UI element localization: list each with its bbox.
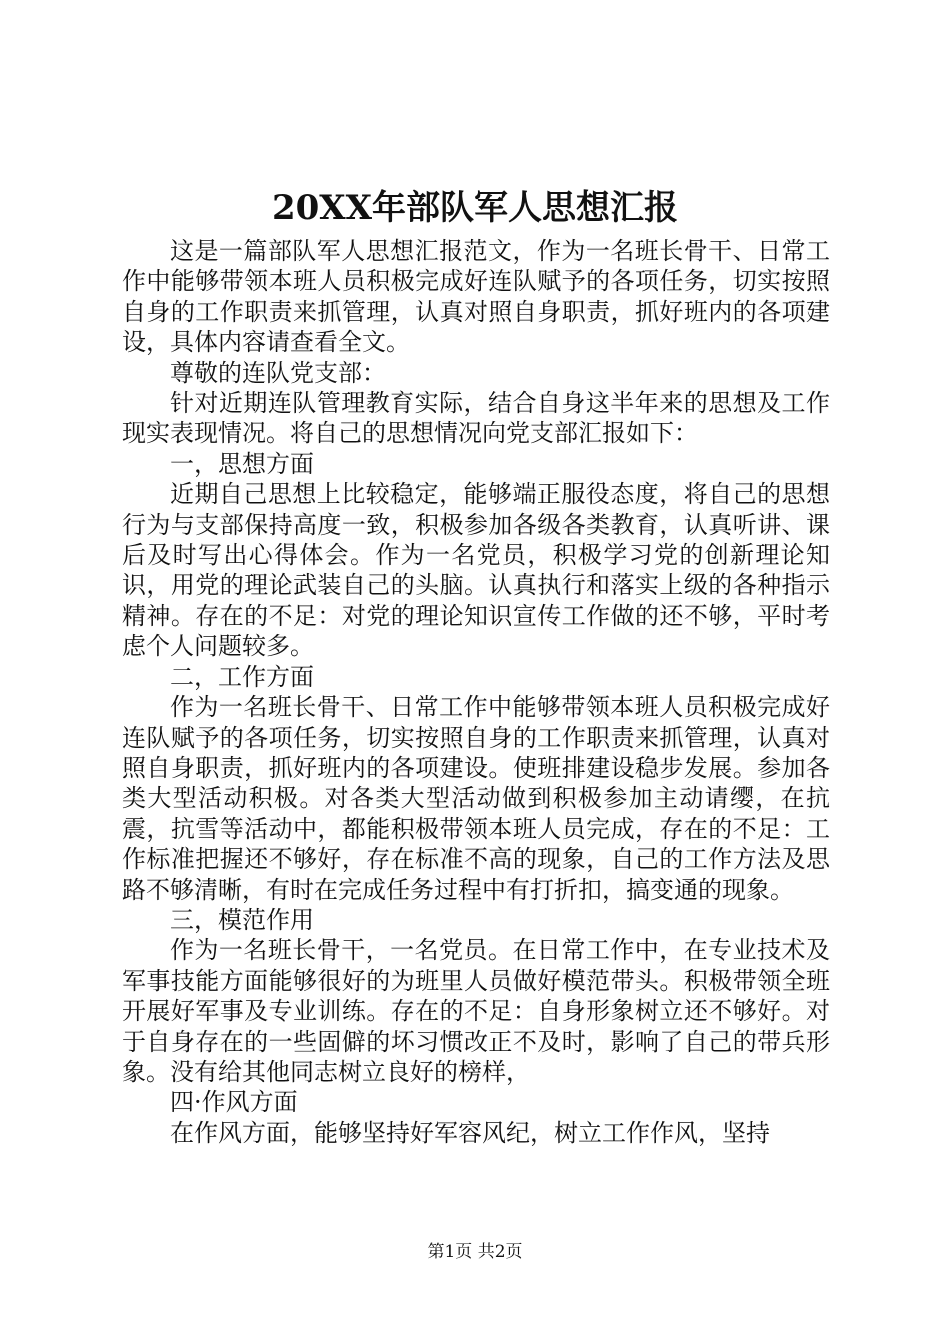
document-body	[122, 236, 830, 1148]
section-paragraph: 近期自己思想上比较稳定，能够端正服役态度，将自己的思想行为与支部保持高度一致，积极参加各级各类教育，认真听讲、课后及时写出心得体会。作为一名党员，积极学习党的创新理论知识，用党的理论武装自己的头脑。认真执行和落实上级的各种指示精神。存在的不足：对党的理论知识宣传工作做的还不够，平时考虑个人问题较多。	[122, 480, 830, 661]
section-paragraph: 作为一名班长骨干、日常工作中能够带领本班人员积极完成好连队赋予的各项任务，切实按照自身的工作职责来抓管理，认真对照自身职责，抓好班内的各项建设。使班排建设稳步发展。参加各类大型活动积极。对各类大型活动做到积极参加主动请缨，在抗震，抗雪等活动中，都能积极带领本班人员完成，存在的不足：工作标准把握还不够好，存在标准不高的现象，自己的工作方法及思路不够清晰，有时在完成任务过程中有打折扣，搞变通的现象。	[122, 693, 830, 904]
section-heading: 二，工作方面	[170, 662, 314, 691]
opening-paragraph: 针对近期连队管理教育实际，结合自身这半年来的思想及工作现实表现情况。将自己的思想情况向党支部汇报如下：	[122, 389, 830, 448]
section-heading: 一，思想方面	[170, 449, 314, 478]
section-heading: 三，模范作用	[170, 905, 314, 934]
section-heading: 四·作风方面	[170, 1088, 298, 1117]
section-paragraph: 在作风方面，能够坚持好军容风纪，树立工作作风，坚持	[170, 1118, 770, 1147]
page-number-footer: 第1页 共2页	[427, 1242, 523, 1262]
intro-paragraph: 这是一篇部队军人思想汇报范文，作为一名班长骨干、日常工作中能够带领本班人员积极完成好连队赋予的各项任务，切实按照自身的工作职责来抓管理，认真对照自身职责，抓好班内的各项建设，具体内容请查看全文。	[122, 237, 830, 357]
document-title: 20XX年部队军人思想汇报	[271, 188, 679, 228]
section-paragraph: 作为一名班长骨干，一名党员。在日常工作中，在专业技术及军事技能方面能够很好的为班里人员做好模范带头。积极带领全班开展好军事及专业训练。存在的不足：自身形象树立还不够好。对于自身存在的一些固僻的坏习惯改正不及时，影响了自己的带兵形象。没有给其他同志树立良好的榜样，	[122, 936, 830, 1086]
salutation: 尊敬的连队党支部：	[170, 358, 386, 387]
